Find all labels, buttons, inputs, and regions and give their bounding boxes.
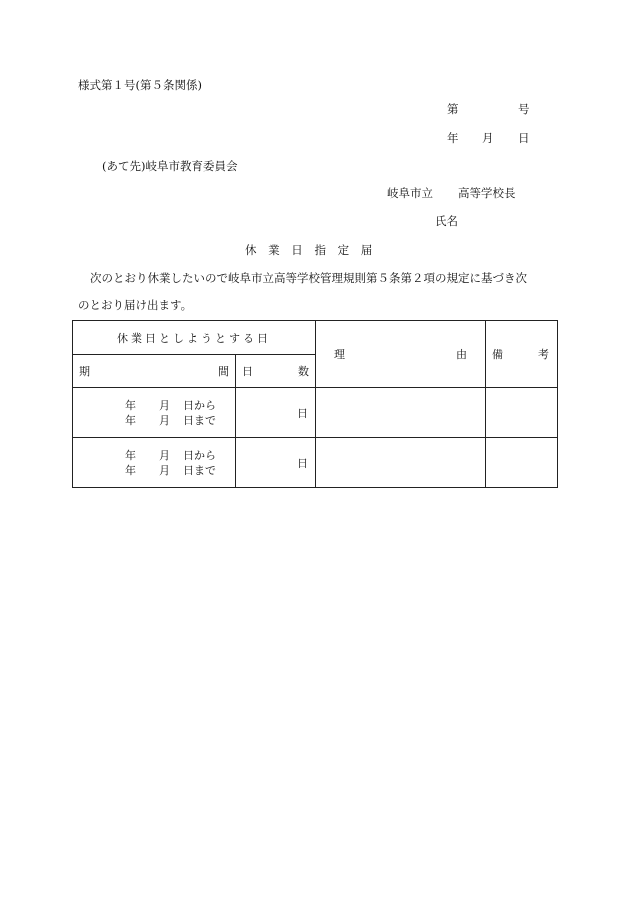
- from-day: 日から: [183, 448, 216, 462]
- period-cell[interactable]: [73, 438, 236, 488]
- from-month: 月: [159, 448, 170, 462]
- reason-cell[interactable]: [316, 438, 486, 488]
- from-month: 月: [159, 398, 170, 412]
- to-day: 日まで: [183, 413, 216, 427]
- remarks-header-left: 備: [492, 348, 503, 361]
- days-header-left: 日: [242, 365, 253, 378]
- remarks-header-right: 考: [538, 348, 549, 361]
- period-from: [125, 398, 235, 413]
- table-row: [73, 388, 558, 438]
- form-number: 様式第１号(第５条関係): [78, 78, 202, 92]
- period-from: [125, 448, 235, 463]
- addressee: (あて先)岐阜市教育委員会: [102, 159, 238, 173]
- date-day: 日: [518, 131, 530, 145]
- days-header-cell: [236, 355, 316, 388]
- date-month: 月: [482, 131, 494, 145]
- to-month: 月: [159, 463, 170, 477]
- days-cell[interactable]: [236, 388, 316, 438]
- header-group-cell: [73, 321, 316, 355]
- reason-header-left: 理: [334, 348, 345, 361]
- remarks-cell[interactable]: [486, 388, 558, 438]
- table-row: [73, 438, 558, 488]
- days-cell[interactable]: [236, 438, 316, 488]
- sender-title: 高等学校長: [458, 186, 516, 200]
- from-year: 年: [125, 398, 136, 412]
- reason-header-right: 由: [456, 348, 467, 361]
- holiday-form-table: [72, 320, 558, 488]
- period-cell[interactable]: [73, 388, 236, 438]
- header-group-label: 休業日としようとする日: [117, 331, 271, 345]
- body-line-1: 次のとおり休業したいので岐阜市立高等学校管理規則第５条第２項の規定に基づき次: [90, 271, 527, 285]
- to-month: 月: [159, 413, 170, 427]
- remarks-cell[interactable]: [486, 438, 558, 488]
- days-unit: 日: [297, 456, 308, 470]
- reason-header-cell: [316, 321, 486, 388]
- from-day: 日から: [183, 398, 216, 412]
- sender-name-label: 氏名: [435, 214, 458, 228]
- period-header-cell: [73, 355, 236, 388]
- sender-school: 岐阜市立: [387, 186, 433, 200]
- period-header-left: 期: [79, 365, 90, 378]
- from-year: 年: [125, 448, 136, 462]
- days-unit: 日: [297, 406, 308, 420]
- body-line-2: のとおり届け出ます。: [78, 298, 193, 312]
- days-header-right: 数: [298, 365, 309, 378]
- period-header-right: 間: [218, 365, 229, 378]
- doc-number-suffix: 号: [518, 102, 530, 116]
- remarks-header-cell: [486, 321, 558, 388]
- document-title: 休 業 日 指 定 届: [245, 243, 373, 257]
- to-year: 年: [125, 463, 136, 477]
- period-to: [125, 413, 235, 428]
- doc-number-prefix: 第: [447, 102, 459, 116]
- to-day: 日まで: [183, 463, 216, 477]
- reason-cell[interactable]: [316, 388, 486, 438]
- date-year: 年: [447, 131, 459, 145]
- period-to: [125, 463, 235, 478]
- to-year: 年: [125, 413, 136, 427]
